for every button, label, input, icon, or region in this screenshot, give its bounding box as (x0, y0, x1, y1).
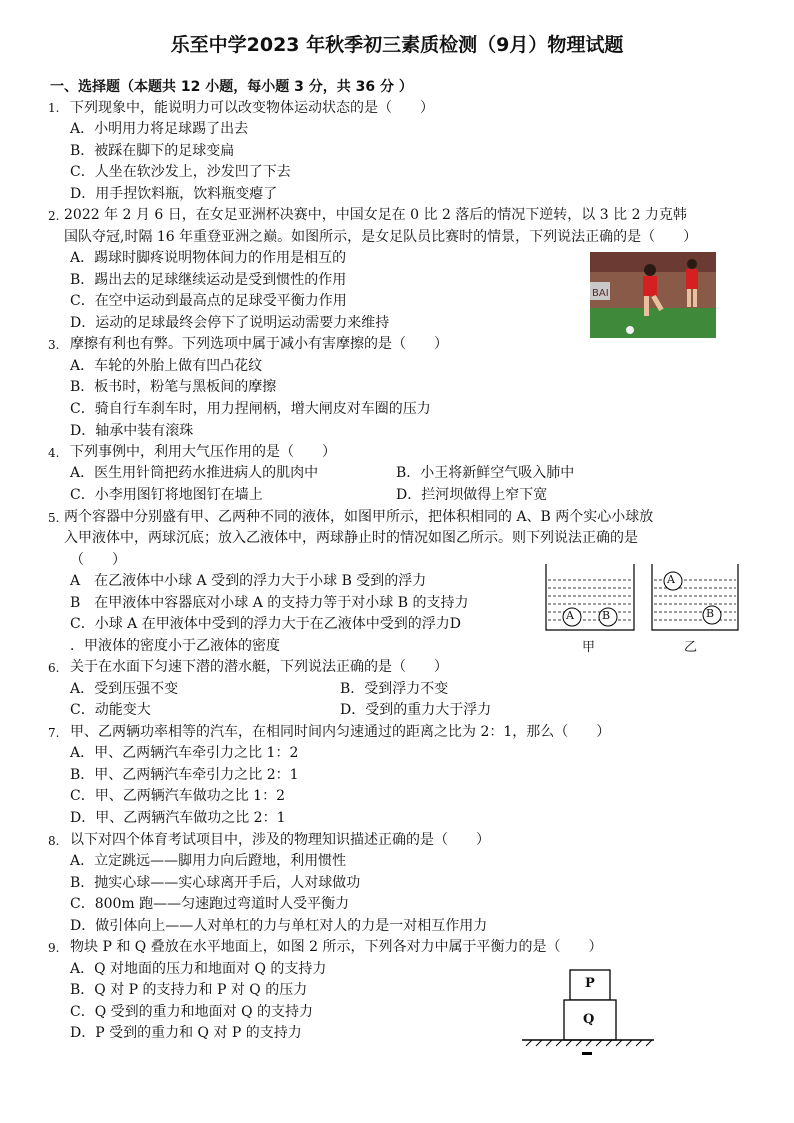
option: D．运动的足球最终会停下了说明运动需要力来维持 (70, 315, 390, 331)
question-stem: 关于在水面下匀速下潜的潜水艇，下列说法正确的是（ ） (70, 659, 448, 675)
option: C．骑自行车刹车时，用力捏闸柄，增大闸皮对车圈的压力 (70, 401, 431, 417)
question-number: 2. (48, 209, 60, 223)
ball-label-b: B (602, 609, 611, 622)
question-stem: 两个容器中分别盛有甲、乙两种不同的液体，如图甲所示，把体积相同的 A、B 两个实心小球放 (64, 509, 654, 525)
question-stem: （ ） (70, 552, 126, 568)
option: C．800m 跑——匀速跑过弯道时人受平衡力 (70, 896, 350, 912)
question-stem: 2022 年 2 月 6 日，在女足亚洲杯决赛中，中国女足在 0 比 2 落后的情况下逆转，以 3 比 2 力克韩 (64, 207, 687, 223)
question-stem: 下列事例中，利用大气压作用的是（ ） (70, 444, 336, 460)
figure-label-yi: 乙 (684, 640, 698, 655)
option: D．做引体向上——人对单杠的力与单杠对人的力是一对相互作用力 (70, 918, 488, 934)
block-p-label: P (585, 976, 595, 991)
question-number: 1. (48, 101, 60, 115)
question-number: 6. (48, 661, 60, 675)
question-stem: 摩擦有利也有弊。下列选项中属于减小有害摩擦的是（ ） (70, 336, 448, 352)
option: A．踢球时脚疼说明物体间力的作用是相互的 (70, 250, 347, 266)
question-stem: 甲、乙两辆功率相等的汽车，在相同时间内匀速通过的距离之比为 2：1，那么（ ） (70, 724, 611, 740)
question-number: 8. (48, 834, 60, 848)
option: C．动能变大 (70, 702, 151, 718)
ball-label-a: A (566, 609, 574, 622)
question-stem: 入甲液体中，两球沉底；放入乙液体中，两球静止时的情况如图乙所示。则下列说法正确的是 (64, 530, 638, 546)
question-number: 3. (48, 338, 60, 352)
ball-label-b: B (706, 607, 715, 620)
option: D．受到的重力大于浮力 (340, 702, 492, 718)
soccer-photo (590, 252, 716, 338)
option: A．医生用针筒把药水推进病人的肌肉中 (70, 465, 319, 481)
question-stem: 物块 P 和 Q 叠放在水平地面上，如图 2 所示，下列各对力中属于平衡力的是（ ） (70, 939, 603, 955)
section-heading: 一、选择题（本题共 12 小题，每小题 3 分，共 36 分 ） (50, 79, 413, 95)
option: ．甲液体的密度小于乙液体的密度 (70, 638, 280, 654)
option: B．甲、乙两辆汽车牵引力之比 2：1 (70, 767, 299, 783)
option: C．甲、乙两辆汽车做功之比 1：2 (70, 788, 285, 804)
option: D．轴承中装有滚珠 (70, 423, 194, 439)
question-stem: 国队夺冠,时隔 16 年重登亚洲之巅。如图所示，是女足队员比赛时的情景，下列说法正确的是（ ） (64, 229, 698, 245)
option: D．拦河坝做得上窄下宽 (396, 487, 548, 503)
option: B．Q 对 P 的支持力和 P 对 Q 的压力 (70, 982, 308, 998)
ball-label-a: A (667, 573, 675, 586)
exam-title: 乐至中学2023 年秋季初三素质检测（9月）物理试题 (170, 34, 624, 56)
option: A．甲、乙两辆汽车牵引力之比 1：2 (70, 745, 299, 761)
question-number: 9. (48, 941, 60, 955)
figure-label-jia: 甲 (582, 640, 596, 655)
question-number: 5. (48, 511, 60, 525)
option: C．小球 A 在甲液体中受到的浮力大于在乙液体中受到的浮力D (70, 616, 461, 632)
option: A．车轮的外胎上做有凹凸花纹 (70, 358, 263, 374)
container-figure (542, 558, 742, 658)
option: C．人坐在软沙发上，沙发凹了下去 (70, 164, 291, 180)
option: B 在甲液体中容器底对小球 A 的支持力等于对小球 B 的支持力 (70, 595, 469, 611)
option: B．受到浮力不变 (340, 681, 449, 697)
option: C．Q 受到的重力和地面对 Q 的支持力 (70, 1004, 314, 1020)
option: C．小李用图钉将地图钉在墙上 (70, 487, 263, 503)
option: A．受到压强不变 (70, 681, 179, 697)
option: B．抛实心球——实心球离开手后，人对球做功 (70, 875, 361, 891)
option: A．Q 对地面的压力和地面对 Q 的支持力 (70, 961, 327, 977)
question-stem: 以下对四个体育考试项目中，涉及的物理知识描述正确的是（ ） (70, 832, 490, 848)
option: D．用手捏饮料瓶，饮料瓶变瘪了 (70, 186, 278, 202)
svg-text:BAI: BAI (592, 288, 609, 299)
option: D．甲、乙两辆汽车做功之比 2：1 (70, 810, 286, 826)
question-number: 4. (48, 446, 60, 460)
option: B．被踩在脚下的足球变扁 (70, 143, 235, 159)
block-q-label: Q (583, 1012, 595, 1027)
option: A．小明用力将足球踢了出去 (70, 121, 249, 137)
question-stem: 下列现象中，能说明力可以改变物体运动状态的是（ ） (70, 100, 434, 116)
option: B．板书时，粉笔与黑板间的摩擦 (70, 379, 277, 395)
option: A 在乙液体中小球 A 受到的浮力大于小球 B 受到的浮力 (70, 573, 427, 589)
option: B．小王将新鲜空气吸入肺中 (396, 465, 575, 481)
option: A．立定跳远——脚用力向后蹬地，利用惯性 (70, 853, 347, 869)
option: D．P 受到的重力和 Q 对 P 的支持力 (70, 1025, 302, 1041)
option: C．在空中运动到最高点的足球受平衡力作用 (70, 293, 347, 309)
stacked-blocks-figure (518, 966, 658, 1058)
option: B．踢出去的足球继续运动是受到惯性的作用 (70, 272, 347, 288)
question-number: 7. (48, 726, 60, 740)
